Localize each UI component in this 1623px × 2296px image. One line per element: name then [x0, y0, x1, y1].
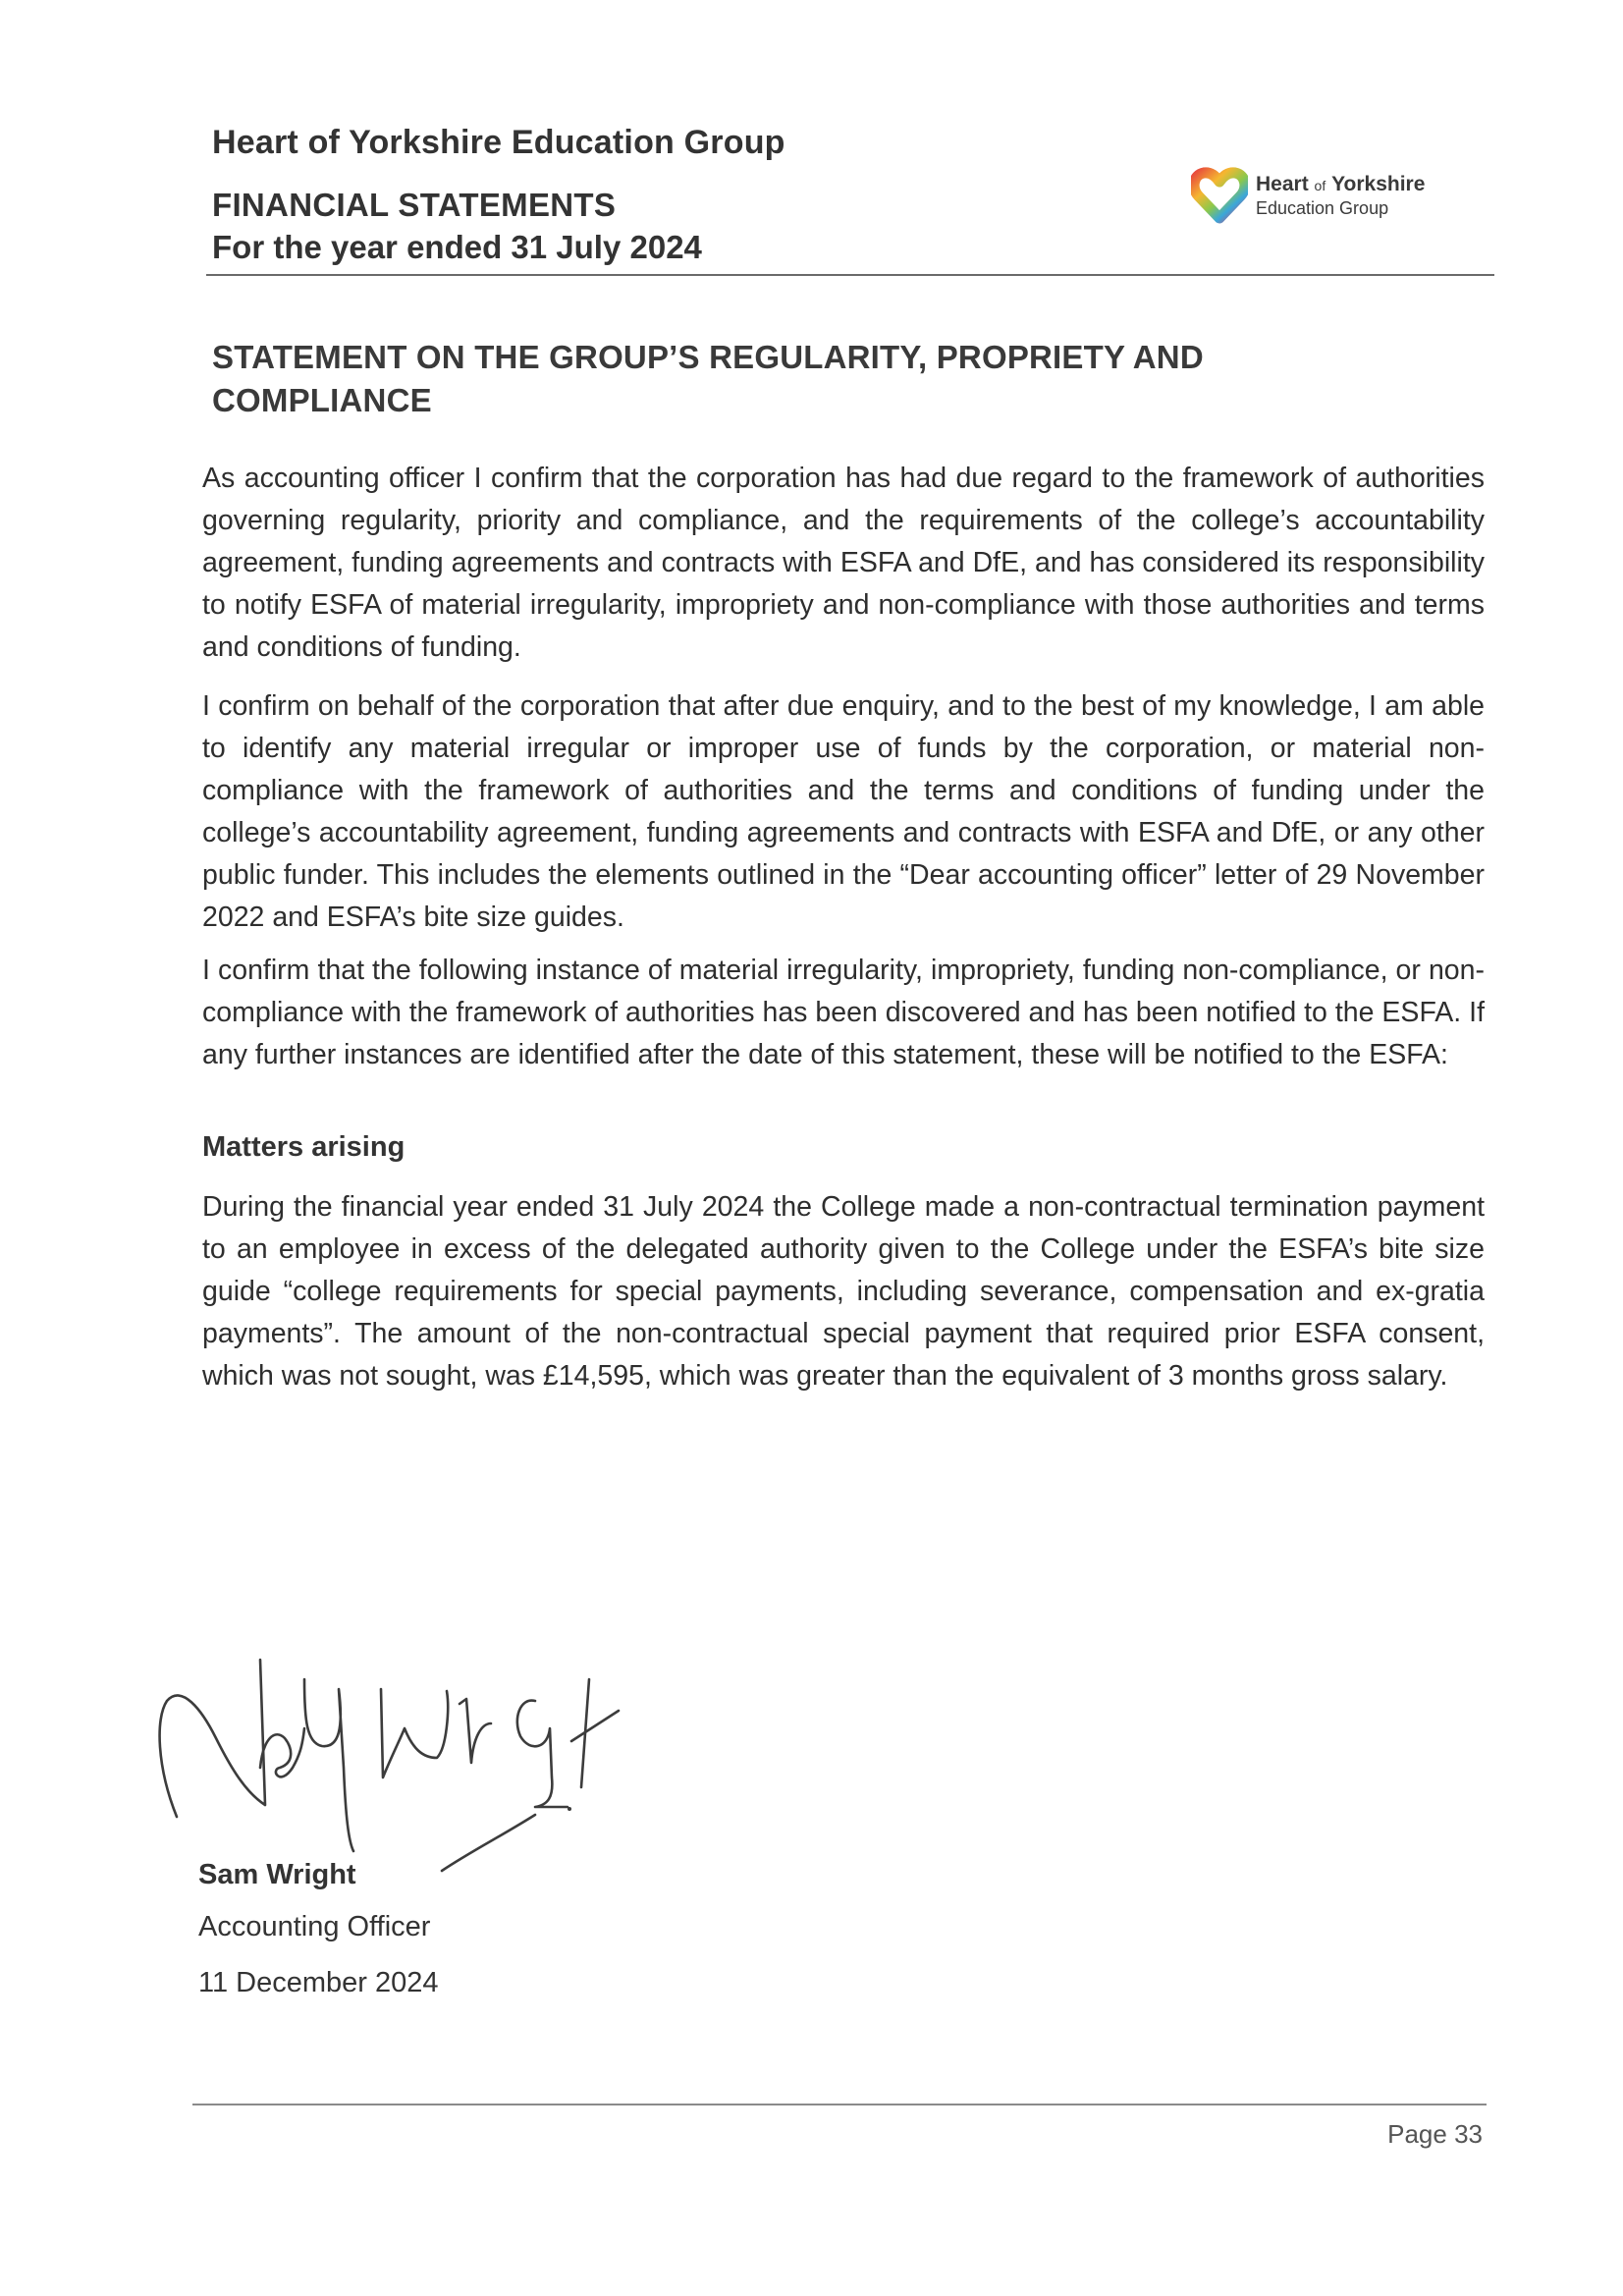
- organisation-logo: [1191, 165, 1515, 228]
- organisation-name: Heart of Yorkshire Education Group: [212, 124, 785, 161]
- rainbow-heart-icon: [1191, 165, 1248, 224]
- signature-date: 11 December 2024: [198, 1967, 439, 1998]
- section-title: STATEMENT ON THE GROUP’S REGULARITY, PROPRIETY AND COMPLIANCE: [212, 339, 1204, 418]
- document-title: FINANCIAL STATEMENTS: [212, 187, 617, 223]
- reporting-period: For the year ended 31 July 2024: [212, 229, 702, 265]
- matters-arising-text: During the financial year ended 31 July 2024 the College made a non-contractual termination payment to an employee in excess of the delegated authority given to the College under the ESFA’s bite size guide “college requirements for special payments, including severance, compensation and ex-gratia payments”. The amount of the non-contractual special payment that required prior ESFA consent, which was not sought, was £14,595, which was greater than the equivalent of 3 months gross salary.: [202, 1191, 1485, 1392]
- signatory-role: Accounting Officer: [198, 1911, 431, 1942]
- signatory-name: Sam Wright: [198, 1859, 356, 1890]
- page-number: Page 33: [1387, 2119, 1483, 2149]
- paragraph: I confirm that the following instance of material irregularity, impropriety, funding non-compliance, or non-compliance with the framework of authorities has been discovered and has been notified to the ESFA. If any further instances are identified after the date of this statement, these will be notified to the ESFA:: [202, 955, 1485, 1070]
- header-divider: [206, 274, 1494, 276]
- footer-divider: [192, 2104, 1487, 2105]
- paragraph: I confirm on behalf of the corporation that after due enquiry, and to the best of my knowledge, I am able to identify any material irregular or improper use of funds by the corporation, or material non-compliance with the framework of authorities and the terms and conditions of funding under the college’s accountability agreement, funding agreements and contracts with ESFA and DfE, or any other public funder. This includes the elements outlined in the “Dear accounting officer” letter of 29 November 2022 and ESFA’s bite size guides.: [202, 690, 1485, 933]
- logo-wordmark: Heart of Yorkshire: [1256, 173, 1426, 195]
- paragraph: As accounting officer I confirm that the corporation has had due regard to the framework of authorities governing regularity, priority and compliance, and the requirements of the college’s accountability agreement, funding agreements and contracts with ESFA and DfE, and has considered its responsibility to notify ESFA of material irregularity, impropriety and non-compliance with those authorities and terms and conditions of funding.: [202, 463, 1485, 663]
- logo-subtitle: Education Group: [1256, 198, 1389, 218]
- matters-arising-heading: Matters arising: [202, 1131, 406, 1163]
